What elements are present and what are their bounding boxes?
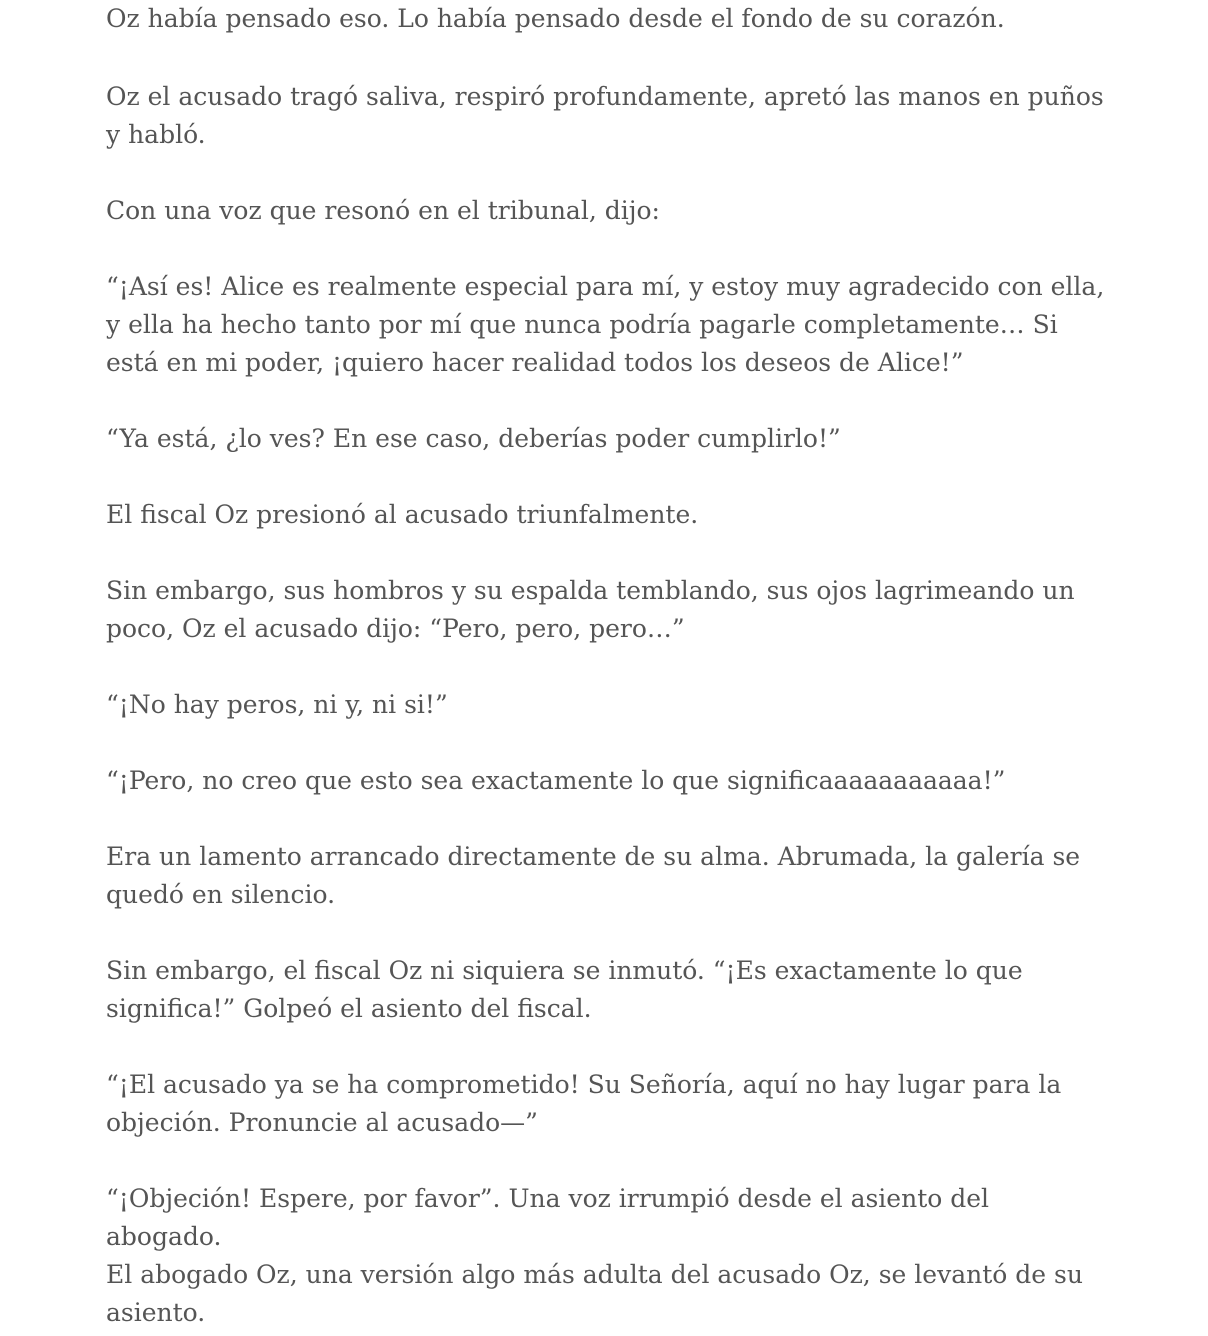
paragraph: Con una voz que resonó en el tribunal, dijo: [106,196,660,225]
paragraph: Sin embargo, sus hombros y su espalda temblando, sus ojos lagrimeando un poco, Oz el acusado dijo: “Pero, pero, pero…” [106,576,1075,643]
paragraph: Sin embargo, el fiscal Oz ni siquiera se inmutó. “¡Es exactamente lo que significa!” Golpeó el asiento del fiscal. [106,956,1023,1023]
paragraph: Oz había pensado eso. Lo había pensado desde el fondo de su corazón. [106,4,1005,33]
paragraph: “¡El acusado ya se ha comprometido! Su Señoría, aquí no hay lugar para la objeción. Pronuncie al acusado—” [106,1070,1062,1137]
paragraph: “¡Objeción! Espere, por favor”. Una voz irrumpió desde el asiento del abogado. [106,1184,990,1251]
paragraph: El abogado Oz, una versión algo más adulta del acusado Oz, se levantó de su asiento. [106,1260,1083,1327]
paragraph: Era un lamento arrancado directamente de su alma. Abrumada, la galería se quedó en silencio. [106,842,1081,909]
paragraph: “Ya está, ¿lo ves? En ese caso, deberías poder cumplirlo!” [106,424,841,453]
paragraph: “¡No hay peros, ni y, ni si!” [106,690,448,719]
paragraph: “¡Así es! Alice es realmente especial para mí, y estoy muy agradecido con ella, y ella ha hecho tanto por mí que nunca podría pagarle completamente… Si está en mi poder, ¡quiero hacer realidad todos los deseos de Alice!” [106,272,1105,377]
paragraph: El fiscal Oz presionó al acusado triunfalmente. [106,500,699,529]
paragraph: “¡Pero, no creo que esto sea exactamente lo que significaaaaaaaaaaa!” [106,766,1006,795]
paragraph: Oz el acusado tragó saliva, respiró profundamente, apretó las manos en puños y habló. [106,82,1104,149]
